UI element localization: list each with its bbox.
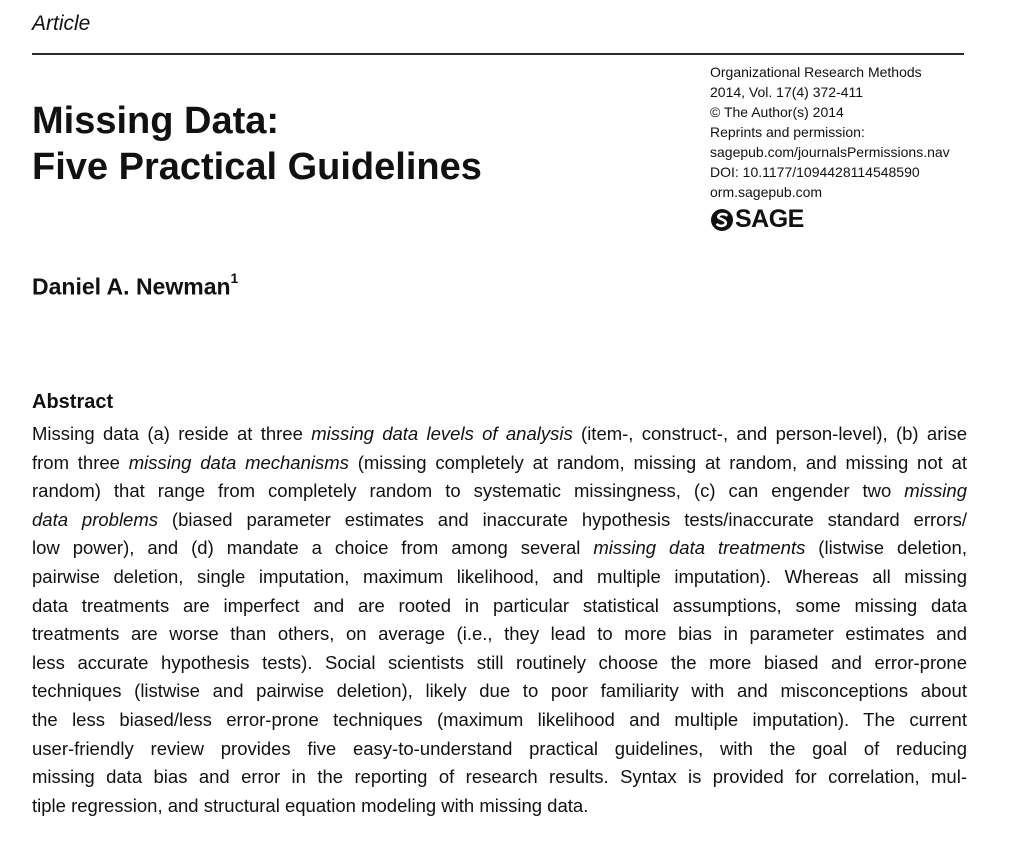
journal-meta [710,62,1010,202]
doi[interactable]: DOI: 10.1177/1094428114548590 [710,164,920,180]
abstract-line [32,477,967,506]
abstract-line [32,706,967,735]
abstract-line [32,735,967,764]
abstract-text: data treatments are imperfect and are rooted in particular statistical assumptions, some missing data [32,594,967,616]
abstract-text: from three [32,451,129,473]
abstract-line [32,506,967,535]
journal-volume: 2014, Vol. 17(4) 372-411 [710,84,864,100]
paper-title [32,98,482,190]
affiliation-mark: 1 [230,270,239,286]
sage-emblem-icon [710,208,734,232]
abstract-text: low power), and (d) mandate a choice from among several [32,537,594,559]
abstract-text: techniques (listwise and pairwise deletion), likely due to poor familiarity with and misconceptions about [32,680,967,702]
paper-title-line-1: Missing Data: [32,100,280,142]
abstract-emphasis: missing data levels of analysis [311,423,573,444]
abstract-line [32,592,967,621]
abstract-text: (biased parameter estimates and inaccurate hypothesis tests/inaccurate standard errors/ [158,508,968,530]
abstract-text: (missing completely at random, missing at random, and missing not at [348,451,967,473]
abstract-emphasis: missing [904,480,967,502]
abstract-line [32,563,967,592]
abstract-text: tiple regression, and structural equation modeling with missing data. [32,794,589,816]
journal-name: Organizational Research Methods [710,64,922,80]
abstract-line [32,449,967,478]
abstract-text: less accurate hypothesis tests). Social scientists still routinely choose the more biased and error-prone [32,651,967,673]
abstract-heading: Abstract [32,391,114,413]
permissions-link[interactable]: sagepub.com/journalsPermissions.nav [710,144,950,160]
abstract-line [32,677,967,706]
sage-logo-text: SAGE [735,205,804,233]
journal-site-link[interactable]: orm.sagepub.com [710,184,823,200]
sage-logo [710,205,804,234]
abstract-line [32,420,967,449]
abstract-body [32,420,967,820]
abstract-text: random) that range from completely random to systematic missingness, (c) can engender two [32,480,905,502]
abstract-text: user-friendly review provides five easy-to-understand practical guidelines, with the goal of reducing [32,737,967,759]
abstract-text: missing data bias and error in the reporting of research results. Syntax is provided for correlation, mul- [32,766,967,788]
abstract-line [32,792,967,821]
abstract-emphasis: missing data mechanisms [128,451,349,473]
author-line [32,270,239,301]
abstract-line [32,649,967,678]
abstract-line [32,534,967,563]
reprints-label: Reprints and permission: [710,124,865,140]
header-rule [32,53,964,55]
abstract-text: treatments are worse than others, on average (i.e., they lead to more bias in parameter estimates and [32,623,967,645]
abstract-text: (listwise deletion, [805,537,967,559]
article-type-label: Article [32,12,91,35]
author-name: Daniel A. Newman [32,273,231,300]
abstract-emphasis: data problems [32,508,159,530]
abstract-text: (item-, construct-, and person-level), (b) arise [572,423,968,444]
abstract-line [32,763,967,792]
abstract-text: the less biased/less error-prone techniques (maximum likelihood and multiple imputation). The current [32,708,967,730]
abstract-emphasis: missing data treatments [593,537,806,559]
abstract-text: Missing data (a) reside at three [32,423,312,444]
copyright-notice: © The Author(s) 2014 [710,104,844,120]
abstract-line [32,620,967,649]
paper-title-line-2: Five Practical Guidelines [32,146,482,188]
abstract-text: pairwise deletion, single imputation, maximum likelihood, and multiple imputation). Whereas all missing [32,565,967,587]
